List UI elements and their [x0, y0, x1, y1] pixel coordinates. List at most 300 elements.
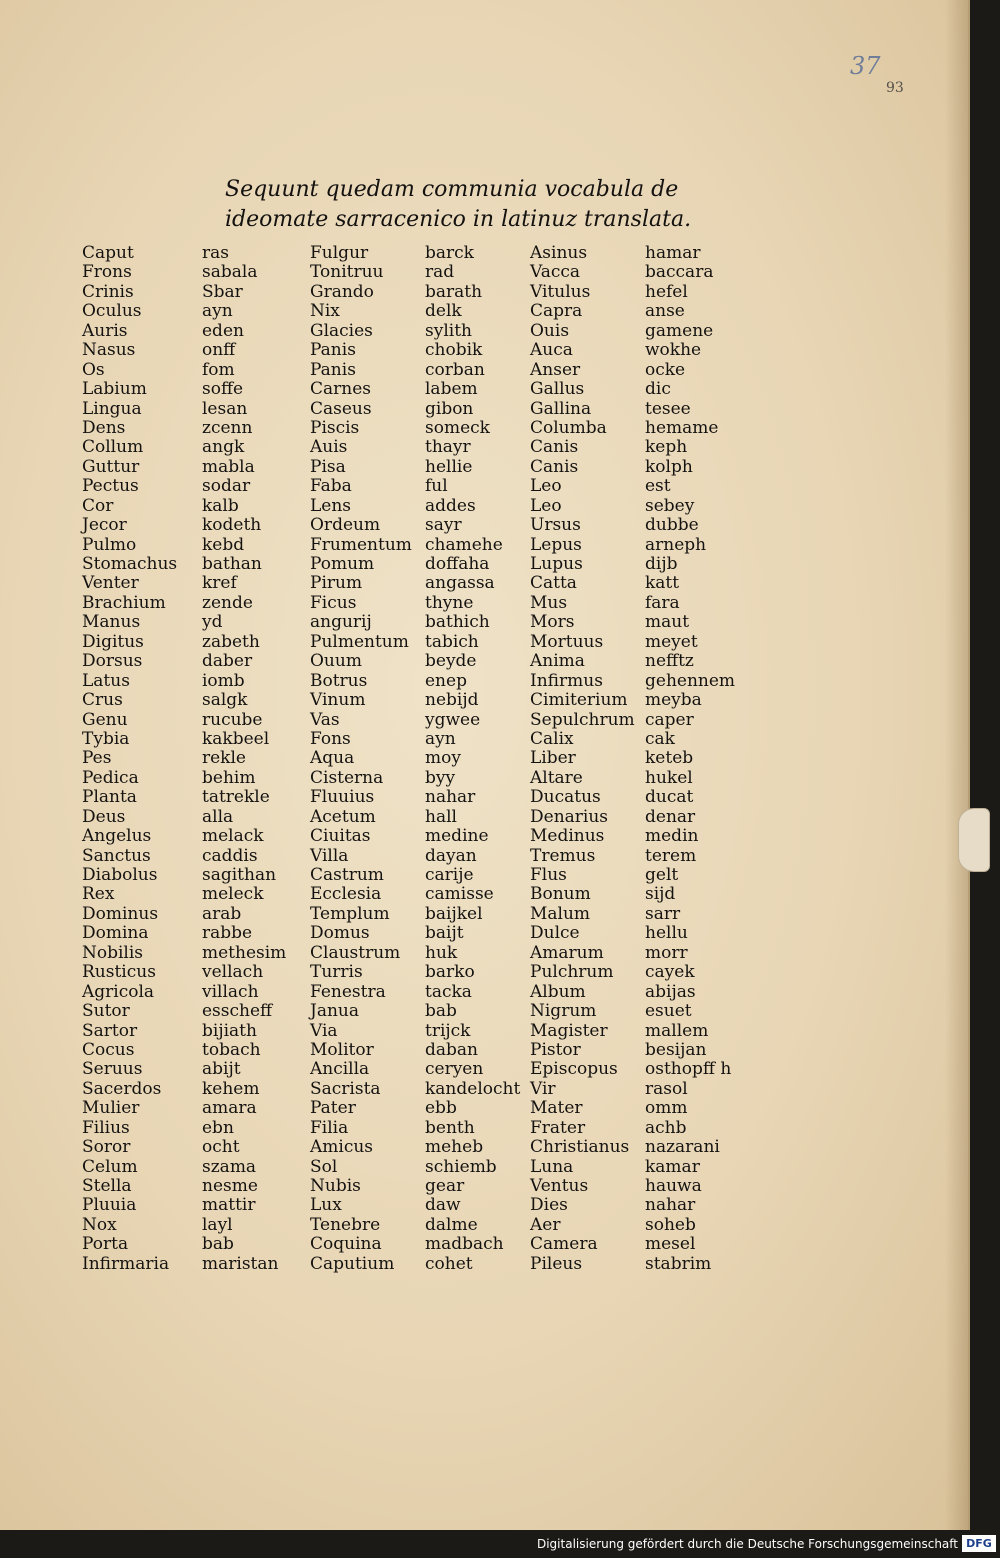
latin-word: Altare — [530, 767, 583, 788]
page-shadow — [945, 0, 968, 1530]
arabic-word: cak — [645, 728, 675, 749]
arabic-word: enep — [425, 670, 467, 691]
arabic-word: trijck — [425, 1020, 471, 1041]
page-heading — [225, 175, 692, 235]
latin-word: Grando — [310, 281, 374, 302]
latin-word: Panis — [310, 359, 356, 380]
latin-word: Ordeum — [310, 515, 381, 536]
latin-word: Os — [82, 359, 105, 380]
arabic-word: dubbe — [645, 515, 699, 536]
latin-word: Oculus — [82, 301, 142, 322]
arabic-word: daban — [425, 1039, 478, 1060]
handwritten-folio-number: 37 — [850, 52, 881, 80]
arabic-word: fom — [202, 359, 235, 380]
latin-word: Lepus — [530, 534, 582, 555]
arabic-word: eden — [202, 320, 244, 341]
latin-word: Canis — [530, 437, 579, 458]
latin-word: Celum — [82, 1156, 138, 1177]
latin-word: Auis — [310, 437, 348, 458]
arabic-word: baccara — [645, 262, 714, 283]
latin-word: Ouis — [530, 320, 570, 341]
latin-word: Gallina — [530, 398, 592, 419]
latin-word: Ciuitas — [310, 826, 371, 847]
arabic-word: ayn — [202, 301, 233, 322]
latin-word: Sanctus — [82, 845, 151, 866]
arabic-word: anse — [645, 301, 685, 322]
arabic-word: barath — [425, 281, 483, 302]
arabic-word: tabich — [425, 631, 479, 652]
latin-word: Nubis — [310, 1176, 361, 1196]
arabic-word: zende — [202, 592, 253, 613]
latin-word: Denarius — [530, 806, 609, 827]
latin-word: Frater — [530, 1117, 586, 1138]
arabic-word: meyba — [645, 690, 702, 711]
arabic-word: onff — [202, 340, 236, 361]
arabic-word: terem — [645, 845, 697, 866]
footer-bar — [0, 1530, 1000, 1558]
arabic-word: someck — [425, 417, 490, 438]
latin-word: Episcopus — [530, 1059, 618, 1080]
latin-word: Canis — [530, 456, 579, 477]
arabic-word: villach — [202, 981, 259, 1002]
latin-word: Vacca — [530, 262, 581, 283]
printed-folio-number: 93 — [886, 80, 904, 96]
latin-word: Liber — [530, 748, 576, 769]
latin-word: Luna — [530, 1156, 574, 1177]
latin-word: Sol — [310, 1156, 338, 1177]
latin-word: Pedica — [82, 767, 139, 788]
arabic-word: meyet — [645, 631, 698, 652]
latin-word: Tonitruu — [310, 262, 384, 283]
latin-word: Fulgur — [310, 243, 369, 263]
arabic-word: katt — [645, 573, 680, 594]
arabic-word: gear — [425, 1176, 465, 1196]
latin-word: Ancilla — [310, 1059, 370, 1080]
latin-word: Carnes — [310, 379, 372, 400]
arabic-word: morr — [645, 942, 688, 963]
latin-word: Dulce — [530, 923, 580, 944]
arabic-word: ducat — [645, 787, 694, 808]
latin-word: Fluuius — [310, 787, 375, 808]
latin-word: Dorsus — [82, 651, 143, 672]
latin-word: Cimiterium — [530, 690, 628, 711]
arabic-word: esuet — [645, 1001, 692, 1022]
latin-word: Gallus — [530, 379, 585, 400]
latin-word: Auca — [530, 340, 573, 361]
arabic-word: kandelocht — [425, 1078, 521, 1099]
arabic-word: chobik — [425, 340, 483, 361]
latin-word: Rex — [82, 884, 115, 905]
latin-word: Nasus — [82, 340, 136, 361]
arabic-word: szama — [202, 1156, 257, 1177]
latin-word: Caput — [82, 243, 134, 263]
latin-word: Anser — [530, 359, 581, 380]
latin-word: Pulmo — [82, 534, 137, 555]
folio-numbers — [850, 52, 910, 102]
latin-word: Janua — [310, 1001, 359, 1022]
arabic-word: hamar — [645, 243, 701, 263]
arabic-word: sagithan — [202, 865, 277, 885]
latin-word: Infirmaria — [82, 1253, 170, 1274]
arabic-word: keteb — [645, 748, 694, 769]
latin-word: Via — [310, 1020, 338, 1041]
arabic-word: baijkel — [425, 903, 483, 924]
arabic-word: keph — [645, 437, 688, 458]
arabic-word: soffe — [202, 379, 244, 400]
arabic-word: mesel — [645, 1234, 696, 1255]
latin-word: Soror — [82, 1137, 131, 1158]
arabic-word: dic — [645, 379, 671, 400]
latin-word: Collum — [82, 437, 144, 458]
arabic-word: angassa — [425, 573, 495, 594]
latin-word: Aer — [530, 1214, 561, 1235]
arabic-word: hukel — [645, 767, 693, 788]
arabic-word: mabla — [202, 456, 255, 477]
arabic-word: zcenn — [202, 417, 253, 438]
latin-word: Dies — [530, 1195, 568, 1216]
funding-note: Digitalisierung gefördert durch die Deutsche Forschungsgemeinschaft — [536, 1537, 958, 1551]
arabic-word: nesme — [202, 1176, 258, 1196]
arabic-word: abijas — [645, 981, 696, 1002]
latin-word: Aqua — [310, 748, 355, 769]
arabic-word: stabrim — [645, 1253, 712, 1274]
arabic-word: nefftz — [645, 651, 694, 672]
latin-word: Stomachus — [82, 554, 178, 574]
arabic-word: lesan — [202, 398, 248, 419]
arabic-word: abijt — [202, 1059, 241, 1080]
latin-word: Templum — [310, 903, 390, 924]
arabic-word: gehennem — [645, 670, 736, 691]
dfg-logo: DFG — [962, 1535, 996, 1552]
arabic-word: nahar — [645, 1195, 696, 1216]
arabic-word: addes — [425, 495, 476, 516]
arabic-word: rad — [425, 262, 455, 283]
arabic-word: thyne — [425, 592, 474, 613]
arabic-word: moy — [425, 748, 461, 769]
arabic-word: achb — [645, 1117, 687, 1138]
latin-word: Nobilis — [82, 942, 144, 963]
latin-word: Domina — [82, 923, 149, 944]
arabic-word: ras — [202, 243, 229, 263]
arabic-word: rucube — [202, 709, 263, 730]
latin-word: Pectus — [82, 476, 139, 497]
arabic-word: hefel — [645, 281, 688, 302]
latin-word: Cocus — [82, 1039, 135, 1060]
arabic-word: kolph — [645, 456, 693, 477]
latin-word: Faba — [310, 476, 352, 497]
latin-word: Panis — [310, 340, 356, 361]
latin-word: Asinus — [530, 243, 588, 263]
arabic-word: bathich — [425, 612, 490, 633]
latin-word: Ouum — [310, 651, 362, 672]
latin-word: Coquina — [310, 1234, 382, 1255]
arabic-word: dijb — [645, 554, 678, 574]
latin-word: Lupus — [530, 554, 583, 574]
latin-word: Vitulus — [530, 281, 591, 302]
arabic-word: yd — [202, 612, 223, 633]
latin-word: Malum — [530, 903, 591, 924]
latin-word: Pirum — [310, 573, 363, 594]
latin-word: Fons — [310, 728, 351, 749]
arabic-word: medin — [645, 826, 699, 847]
latin-word: Sartor — [82, 1020, 138, 1041]
latin-word: Album — [530, 981, 586, 1002]
arabic-word: beyde — [425, 651, 477, 672]
arabic-word: corban — [425, 359, 485, 380]
arabic-word: mallem — [645, 1020, 709, 1041]
arabic-word: gamene — [645, 320, 714, 341]
latin-word: Mus — [530, 592, 568, 613]
latin-word: Labium — [82, 379, 147, 400]
arabic-word: ayn — [425, 728, 456, 749]
arabic-word: mattir — [202, 1195, 256, 1216]
latin-word: Piscis — [310, 417, 360, 438]
latin-word: Camera — [530, 1234, 598, 1255]
latin-word: Sepulchrum — [530, 709, 635, 730]
latin-word: Angelus — [82, 826, 152, 847]
arabic-word: hellie — [425, 456, 473, 477]
arabic-word: barck — [425, 243, 474, 263]
latin-word: Catta — [530, 573, 577, 594]
latin-word: Leo — [530, 476, 562, 497]
latin-word: Glacies — [310, 320, 373, 341]
latin-word: Flus — [530, 865, 567, 885]
latin-word: Brachium — [82, 592, 166, 613]
latin-word: Ventus — [530, 1176, 589, 1196]
latin-word: Dominus — [82, 903, 159, 924]
arabic-word: ocht — [202, 1137, 240, 1158]
arabic-word: sodar — [202, 476, 251, 497]
arabic-word: maut — [645, 612, 690, 633]
arabic-word: cayek — [645, 962, 695, 983]
latin-word: Calix — [530, 728, 574, 749]
arabic-word: omm — [645, 1098, 688, 1119]
arabic-word: byy — [425, 767, 456, 788]
arabic-word: methesim — [202, 942, 287, 963]
latin-word: Tybia — [82, 728, 130, 749]
latin-word: Pistor — [530, 1039, 581, 1060]
arabic-word: tesee — [645, 398, 691, 419]
latin-word: Pomum — [310, 554, 375, 574]
arabic-word: rekle — [202, 748, 246, 769]
bookmark-tab — [958, 808, 990, 872]
arabic-word: medine — [425, 826, 489, 847]
arabic-word: doffaha — [425, 554, 490, 574]
arabic-word: zabeth — [202, 631, 260, 652]
arabic-word: huk — [425, 942, 458, 963]
latin-word: Filia — [310, 1117, 349, 1138]
arabic-word: behim — [202, 767, 256, 788]
latin-word: Lux — [310, 1195, 342, 1216]
latin-word: Infirmus — [530, 670, 603, 691]
arabic-word: arneph — [645, 534, 707, 555]
latin-word: Fenestra — [310, 981, 386, 1002]
arabic-word: labem — [425, 379, 478, 400]
latin-word: Tenebre — [310, 1214, 381, 1235]
latin-word: Latus — [82, 670, 130, 691]
arabic-word: rasol — [645, 1078, 688, 1099]
latin-word: Filius — [82, 1117, 130, 1138]
latin-word: Nox — [82, 1214, 117, 1235]
latin-word: Auris — [82, 320, 128, 341]
arabic-word: soheb — [645, 1214, 696, 1235]
arabic-word: Sbar — [202, 281, 243, 302]
arabic-word: carije — [425, 865, 474, 885]
latin-word: Pes — [82, 748, 112, 769]
latin-word: Columba — [530, 417, 607, 438]
arabic-word: melack — [202, 826, 264, 847]
arabic-word: bab — [425, 1001, 457, 1022]
latin-word: Pisa — [310, 456, 346, 477]
latin-word: Venter — [82, 573, 139, 594]
arabic-word: ful — [425, 476, 448, 497]
latin-word: Bonum — [530, 884, 591, 905]
latin-word: Pluuia — [82, 1195, 137, 1216]
latin-word: Pulmentum — [310, 631, 409, 652]
latin-word: Seruus — [82, 1059, 143, 1080]
arabic-word: ceryen — [425, 1059, 484, 1080]
arabic-word: ebb — [425, 1098, 457, 1119]
latin-word: Capra — [530, 301, 583, 322]
latin-word: Leo — [530, 495, 562, 516]
latin-word: Deus — [82, 806, 126, 827]
latin-word: Sacrista — [310, 1078, 381, 1099]
arabic-word: tatrekle — [202, 787, 270, 808]
latin-word: Planta — [82, 787, 137, 808]
arabic-word: ebn — [202, 1117, 234, 1138]
arabic-word: dalme — [425, 1214, 478, 1235]
arabic-word: layl — [202, 1214, 233, 1235]
latin-word: Ducatus — [530, 787, 601, 808]
heading-line-1: Sequunt quedam communia vocabula de — [225, 177, 679, 202]
arabic-word: daw — [425, 1195, 461, 1216]
latin-word: Claustrum — [310, 942, 401, 963]
arabic-word: kodeth — [202, 515, 262, 536]
arabic-word: schiemb — [425, 1156, 497, 1177]
latin-word: Mors — [530, 612, 575, 633]
arabic-word: esscheff — [202, 1001, 273, 1022]
latin-word: Porta — [82, 1234, 129, 1255]
latin-word: Molitor — [310, 1039, 374, 1060]
arabic-word: kalb — [202, 495, 239, 516]
arabic-word: kakbeel — [202, 728, 270, 749]
arabic-word: dayan — [425, 845, 477, 866]
heading-line-2: ideomate sarracenico in latinuz translata. — [225, 207, 692, 232]
arabic-word: besijan — [645, 1039, 707, 1060]
latin-word: Vir — [530, 1078, 556, 1099]
arabic-word: nahar — [425, 787, 476, 808]
latin-word: Mortuus — [530, 631, 604, 652]
arabic-word: sabala — [202, 262, 258, 283]
arabic-word: amara — [202, 1098, 257, 1119]
arabic-word: vellach — [202, 962, 264, 983]
latin-word: Frumentum — [310, 534, 412, 555]
arabic-word: iomb — [202, 670, 245, 691]
latin-word: Amarum — [530, 942, 604, 963]
latin-word: Turris — [310, 962, 363, 983]
arabic-word: gelt — [645, 865, 679, 885]
arabic-word: meheb — [425, 1137, 484, 1158]
latin-word: Botrus — [310, 670, 368, 691]
latin-word: Magister — [530, 1020, 608, 1041]
latin-word: Pater — [310, 1098, 356, 1119]
latin-word: Medinus — [530, 826, 605, 847]
arabic-word: wokhe — [645, 340, 702, 361]
latin-word: Cisterna — [310, 767, 384, 788]
latin-word: Agricola — [82, 981, 155, 1002]
vocabulary-table — [82, 244, 742, 1284]
arabic-word: hellu — [645, 923, 688, 944]
arabic-word: sayr — [425, 515, 462, 536]
latin-word: Villa — [310, 845, 349, 866]
arabic-word: arab — [202, 903, 242, 924]
latin-word: Manus — [82, 612, 141, 633]
arabic-word: daber — [202, 651, 253, 672]
latin-word: Digitus — [82, 631, 144, 652]
arabic-word: caddis — [202, 845, 258, 866]
arabic-word: tobach — [202, 1039, 261, 1060]
arabic-word: hauwa — [645, 1176, 702, 1196]
arabic-word: chamehe — [425, 534, 503, 555]
arabic-word: nazarani — [645, 1137, 720, 1158]
arabic-word: fara — [645, 592, 680, 613]
latin-word: Lens — [310, 495, 352, 516]
arabic-word: kref — [202, 573, 237, 594]
arabic-word: bijiath — [202, 1020, 257, 1041]
arabic-word: gibon — [425, 398, 474, 419]
arabic-word: hall — [425, 806, 457, 827]
latin-word: Diabolus — [82, 865, 158, 885]
latin-word: Pileus — [530, 1253, 583, 1274]
arabic-word: bathan — [202, 554, 262, 574]
arabic-word: sebey — [645, 495, 695, 516]
latin-word: Frons — [82, 262, 132, 283]
latin-word: Mater — [530, 1098, 583, 1119]
latin-word: Sutor — [82, 1001, 130, 1022]
arabic-word: maristan — [202, 1253, 279, 1274]
latin-word: Vinum — [310, 690, 366, 711]
latin-word: Amicus — [310, 1137, 374, 1158]
arabic-word: thayr — [425, 437, 471, 458]
arabic-word: tacka — [425, 981, 472, 1002]
latin-word: Acetum — [310, 806, 376, 827]
latin-word: Tremus — [530, 845, 596, 866]
arabic-word: sijd — [645, 884, 676, 905]
latin-word: Stella — [82, 1176, 132, 1196]
arabic-word: kebd — [202, 534, 245, 555]
arabic-word: kamar — [645, 1156, 700, 1177]
latin-word: Sacerdos — [82, 1078, 162, 1099]
latin-word: angurij — [310, 612, 372, 633]
arabic-word: bab — [202, 1234, 234, 1255]
latin-word: Caputium — [310, 1253, 395, 1274]
arabic-word: alla — [202, 806, 234, 827]
latin-word: Nix — [310, 301, 340, 322]
latin-word: Christianus — [530, 1137, 630, 1158]
arabic-word: denar — [645, 806, 696, 827]
arabic-word: barko — [425, 962, 475, 983]
arabic-word: hemame — [645, 417, 719, 438]
arabic-word: caper — [645, 709, 694, 730]
arabic-word: nebijd — [425, 690, 479, 711]
arabic-word: rabbe — [202, 923, 253, 944]
latin-word: Ecclesia — [310, 884, 382, 905]
latin-word: Rusticus — [82, 962, 156, 983]
arabic-word: salgk — [202, 690, 248, 711]
arabic-word: madbach — [425, 1234, 504, 1255]
arabic-word: osthopff h — [645, 1059, 732, 1080]
arabic-word: kehem — [202, 1078, 260, 1099]
